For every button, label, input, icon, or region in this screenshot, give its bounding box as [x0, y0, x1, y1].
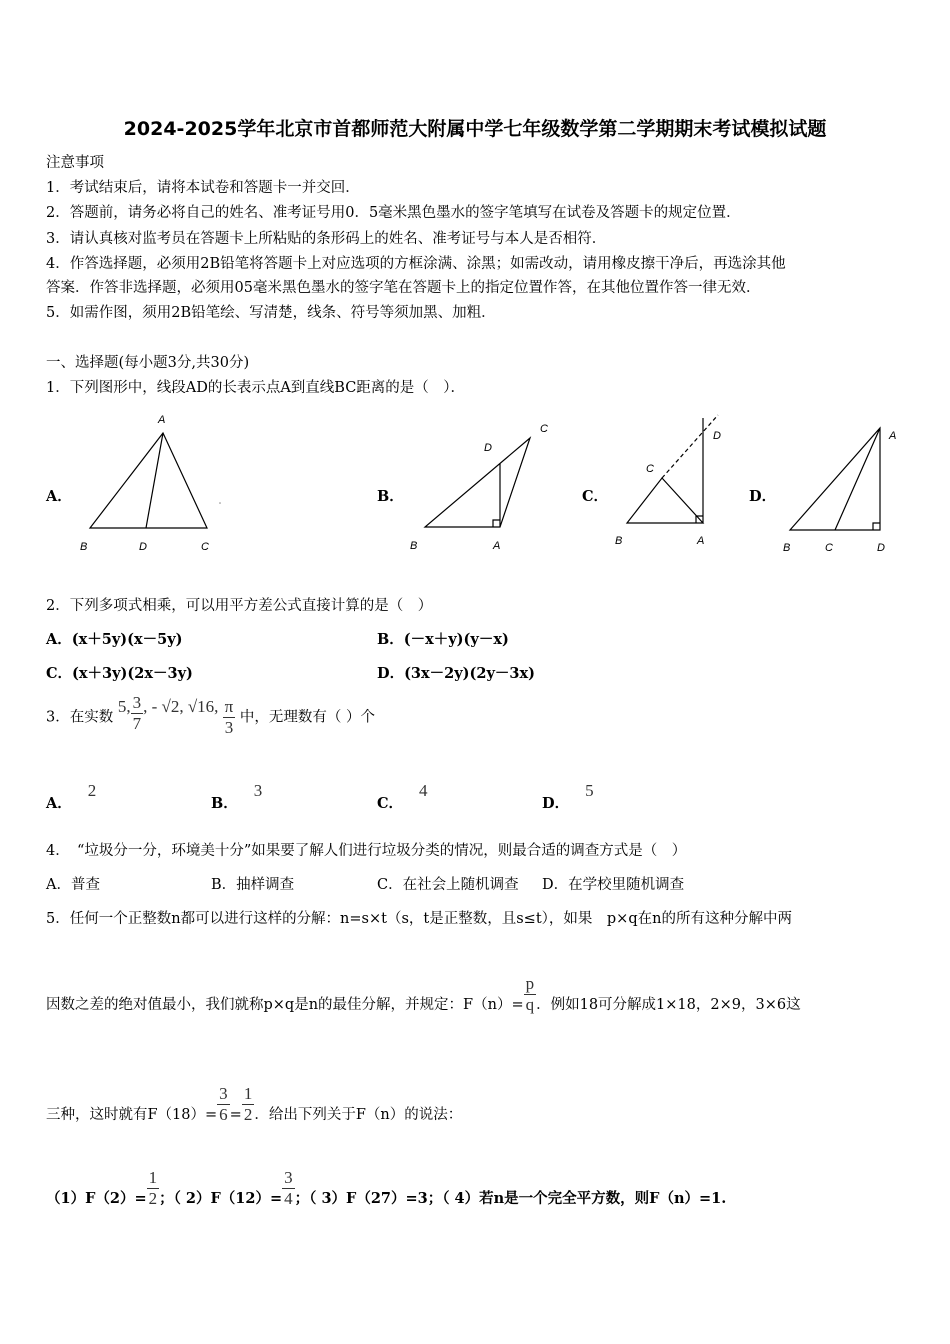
fig-label: C [540, 423, 548, 435]
q2-option-c: C．(x＋3y)(2x－3y) [46, 665, 193, 682]
denominator: 7 [132, 714, 142, 733]
notice-item: 5．如需作图，须用2B铅笔绘、写清楚，线条、符号等须加黑、加粗． [46, 305, 496, 321]
q5-line-1: 5．任何一个正整数n都可以进行这样的分解：n=s×t（s，t是正整数，且s≤t），如果 p×q在n的所有这种分解中两 [46, 911, 792, 927]
notice-item: 3．请认真核对监考员在答题卡上所粘贴的条形码上的姓名、准考证号与本人是否相符． [46, 231, 607, 247]
question-2-stem: 2．下列多项式相乘，可以用平方差公式直接计算的是（ ） [46, 598, 433, 614]
text: ．例如18可分解成1×18，2×9，3×6这 [536, 996, 801, 1013]
fig-label: C [646, 463, 654, 475]
q5-line-2 [46, 974, 801, 1015]
denominator: 3 [224, 718, 234, 737]
q3-number: , - √2, √16, [143, 696, 223, 716]
page-title: 2024-2025学年北京市首都师范大附属中学七年级数学第二学期期末考试模拟试题 [123, 118, 827, 140]
numerator: 3 [284, 1168, 293, 1187]
option-value: 3 [253, 781, 263, 800]
numerator: 3 [219, 1084, 228, 1103]
notice-item: 1．考试结束后，请将本试卷和答题卡一并交回． [46, 180, 360, 196]
option-value: 5 [585, 781, 594, 800]
text: 三种，这时就有F（18）= [46, 1106, 218, 1123]
q4-option-c: C．在社会上随机调查 [377, 877, 519, 893]
question-1-stem: 1．下列图形中，线段AD的长表示点A到直线BC距离的是（ ）． [46, 380, 466, 396]
fig-label: D [139, 541, 147, 553]
q4-option-a: A．普查 [46, 877, 100, 893]
fraction [524, 974, 537, 1015]
denominator: 2 [148, 1189, 158, 1208]
text: ．给出下列关于F（n）的说法： [254, 1106, 463, 1123]
denominator: 2 [243, 1105, 253, 1124]
notice-heading: 注意事项 [46, 155, 104, 171]
text: ；（ 3）F（27）=3；（ 4）若n是一个完全平方数，则F（n）=1. [294, 1189, 727, 1207]
option-value: 4 [419, 781, 428, 800]
fig-label: D [484, 442, 492, 454]
fig-label: A [493, 540, 501, 552]
q3-option-a [46, 781, 97, 813]
numerator: p [525, 974, 535, 993]
q3-suffix: 中，无理数有（ ）个 [239, 709, 375, 726]
q2-option-b: B．(－x＋y)(y－x) [377, 631, 509, 648]
q3-number: 5, [117, 696, 131, 716]
fraction [131, 693, 144, 734]
section-heading: 一、选择题(每小题3分,共30分) [46, 355, 250, 371]
fig-label: C [825, 542, 833, 554]
numerator: 1 [148, 1168, 158, 1187]
fraction [147, 1168, 160, 1209]
text: （1）F（2）= [46, 1189, 147, 1207]
notice-item: 4．作答选择题，必须用2B铅笔将答题卡上对应选项的方框涂满、涂黑；如需改动，请用橡皮擦干净后，再选涂其他 [46, 256, 786, 272]
fig-label: C [201, 541, 209, 553]
fig-label: A [697, 535, 705, 547]
text: 因数之差的绝对值最小，我们就称p×q是n的最佳分解，并规定：F（n）= [46, 996, 524, 1013]
fraction [223, 697, 236, 738]
figure-d [783, 428, 896, 554]
q3-option-c [377, 781, 428, 813]
fig-label: D [877, 542, 885, 554]
figure-a [80, 414, 221, 553]
q2-option-d: D．(3x－2y)(2y－3x) [377, 665, 536, 682]
q1-option-b: B． [377, 488, 404, 505]
question-4-stem: 4． “垃圾分一分，环境美十分”如果要了解人们进行垃圾分类的情况，则最合适的调查方式是（ ） [46, 843, 687, 859]
fig-label: B [783, 542, 791, 554]
q3-option-b [211, 781, 263, 813]
q3-option-d [542, 781, 594, 813]
numerator: π [224, 697, 234, 716]
fig-label: B [80, 541, 88, 553]
q4-option-b: B．抽样调查 [211, 877, 295, 893]
text: ；（ 2）F（12）= [159, 1189, 283, 1207]
fig-label: A [889, 430, 897, 442]
notice-item: 答案．作答非选择题，必须用05毫米黑色墨水的签字笔在答题卡上的指定位置作答，在其他位置作答一律无效． [46, 280, 761, 296]
denominator: q [525, 995, 535, 1014]
option-label: C． [377, 795, 404, 812]
denominator: 6 [219, 1105, 228, 1124]
numerator: 1 [243, 1084, 253, 1103]
q1-option-a: A． [46, 488, 72, 505]
fraction [217, 1084, 230, 1125]
question-3-stem [46, 693, 375, 738]
fraction [282, 1168, 295, 1209]
option-label: A． [46, 795, 72, 812]
q1-figures [0, 400, 950, 560]
numerator: 3 [132, 693, 142, 712]
q2-option-a: A．(x＋5y)(x－5y) [46, 631, 183, 648]
fig-label: B [410, 540, 418, 552]
figure-c [615, 415, 721, 547]
denominator: 4 [284, 1189, 293, 1208]
figure-b [410, 423, 548, 552]
q1-option-d: D． [749, 488, 777, 505]
q5-line-3 [46, 1084, 462, 1125]
option-label: B． [211, 795, 238, 812]
fig-label: A [158, 414, 166, 426]
text: = [229, 1106, 242, 1123]
fig-label: B [615, 535, 623, 547]
option-value: 2 [87, 781, 97, 800]
q1-option-c: C． [582, 488, 609, 505]
option-label: D． [542, 795, 570, 812]
q4-option-d: D．在学校里随机调查 [542, 877, 685, 893]
notice-item: 2．答题前，请务必将自己的姓名、准考证号用0．5毫米黑色墨水的签字笔填写在试卷及答题卡的规定位置． [46, 205, 741, 221]
fraction [242, 1084, 255, 1125]
q3-prefix: 3．在实数 [46, 709, 114, 726]
fig-label: D [713, 430, 721, 442]
q5-statements [46, 1168, 726, 1209]
